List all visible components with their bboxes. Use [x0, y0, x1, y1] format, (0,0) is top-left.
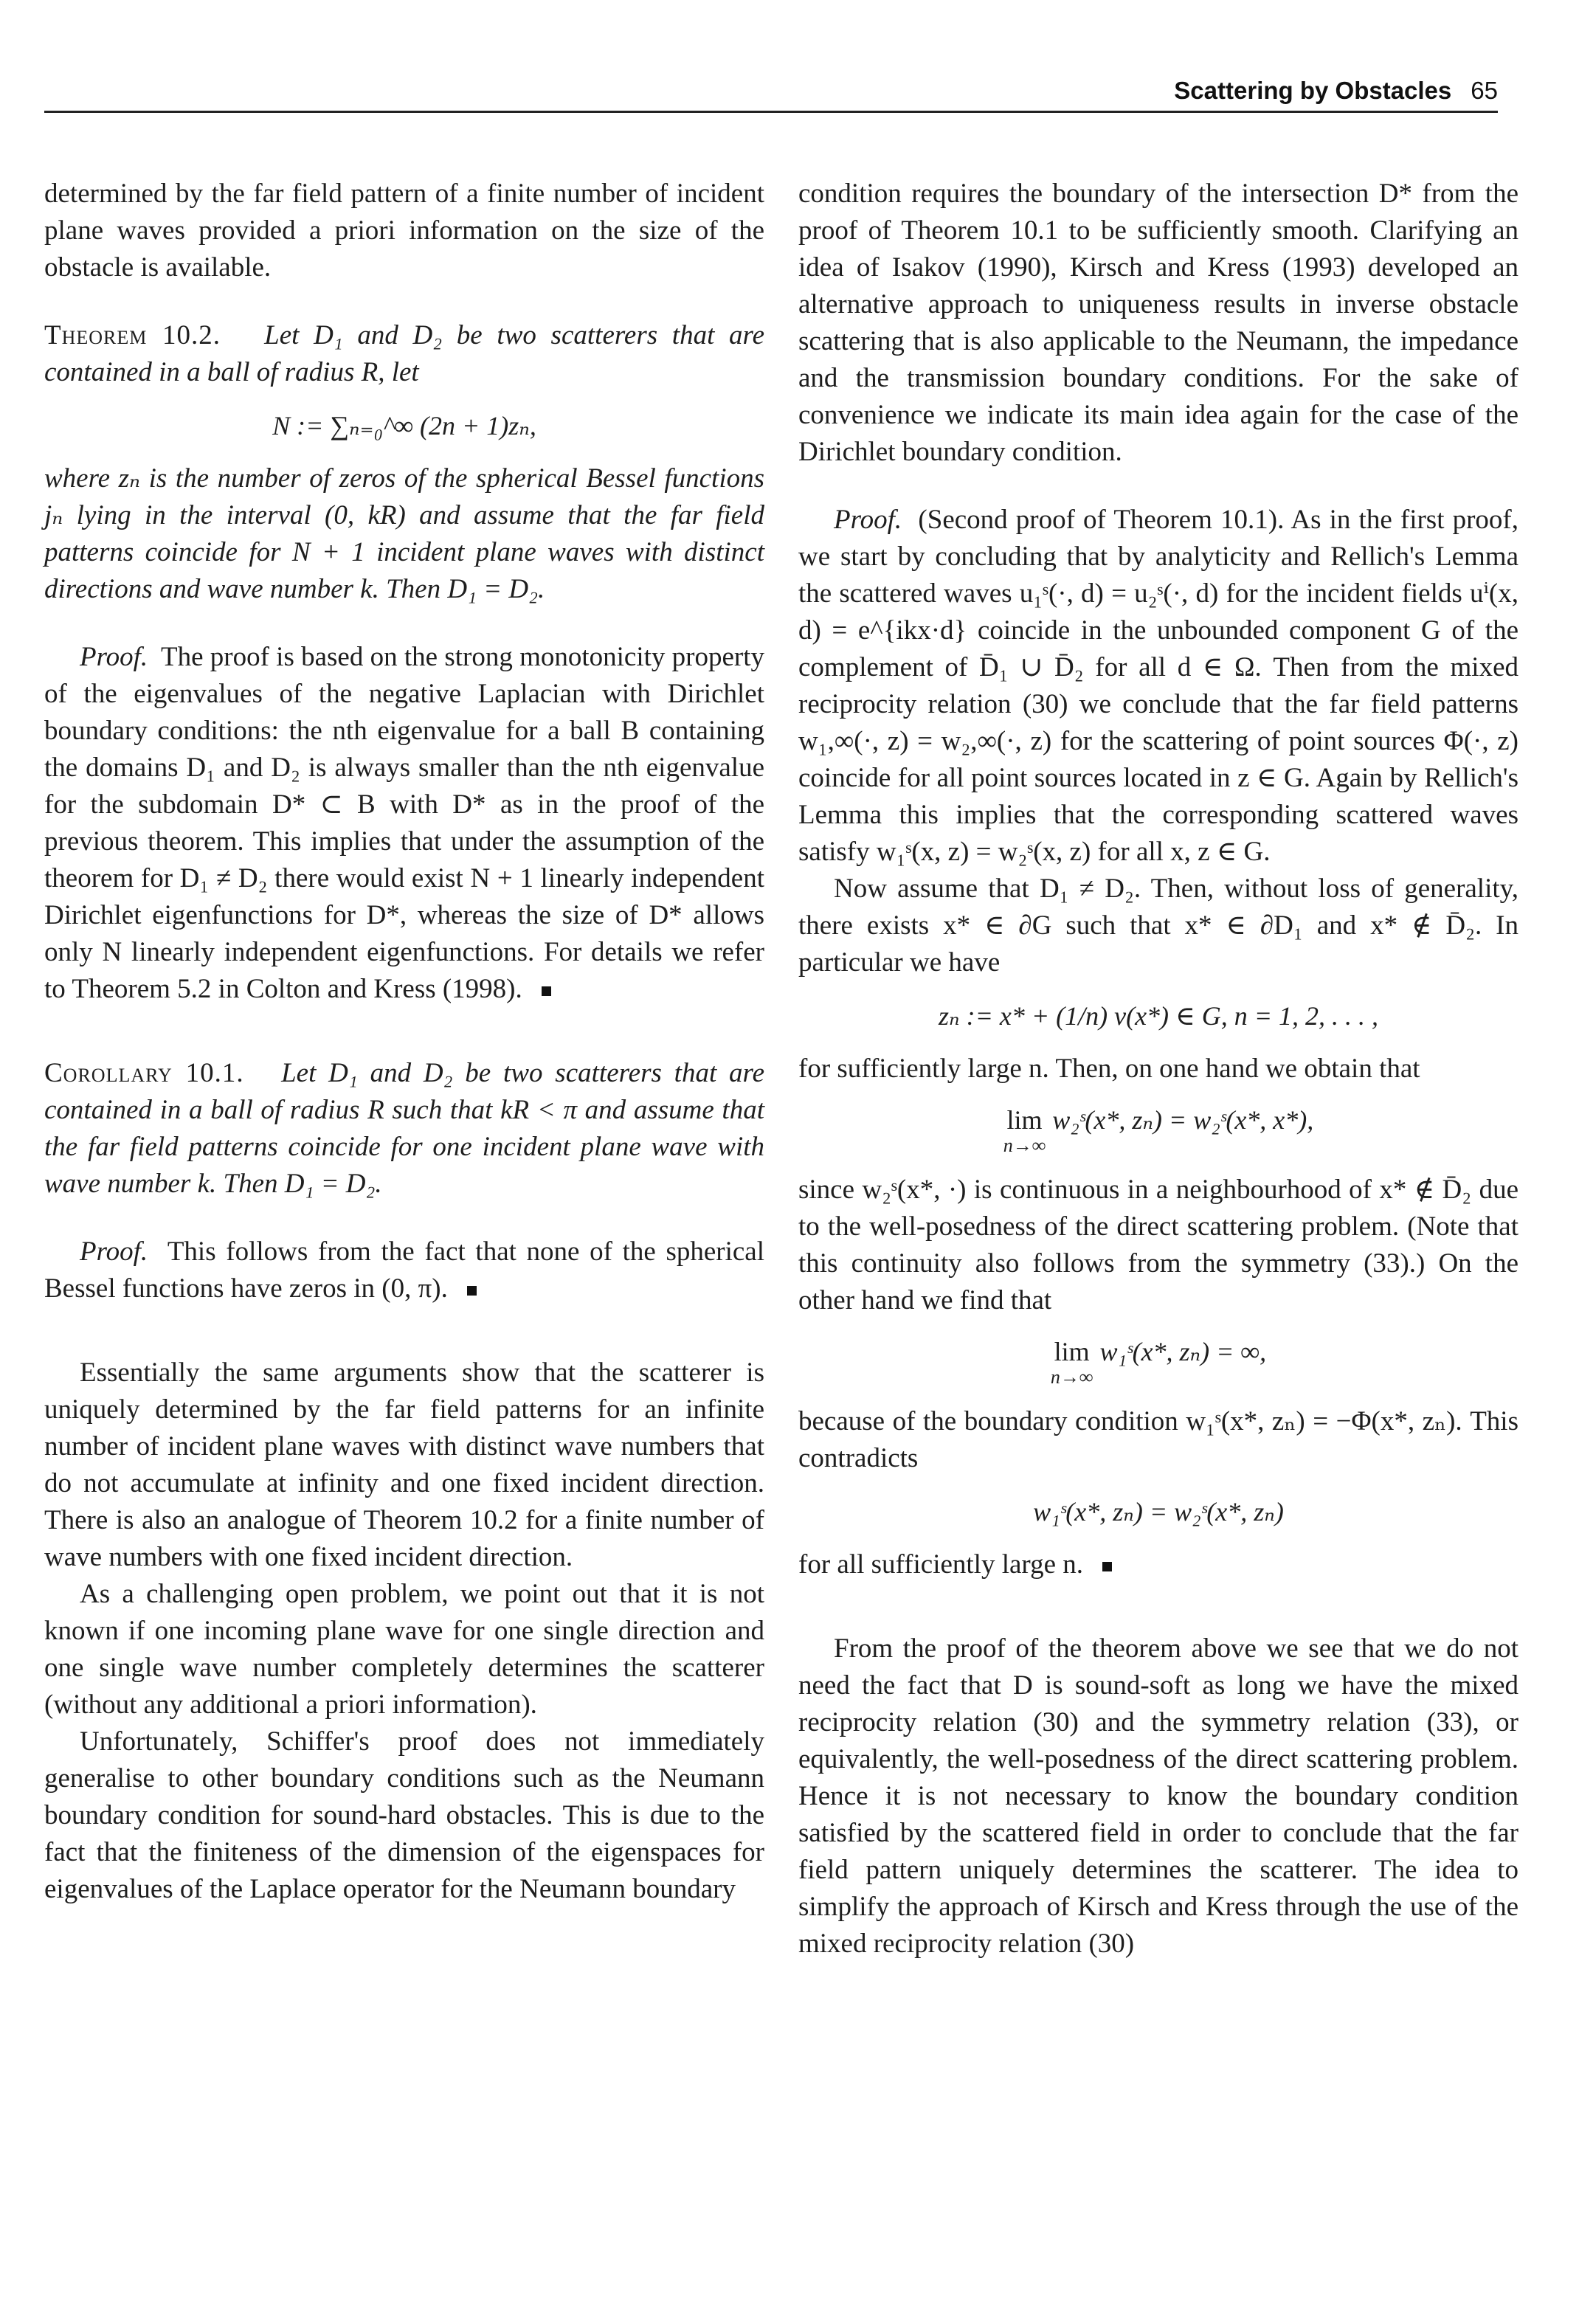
proof-text: This follows from the fact that none of the spherical Bessel functions have zeros in (0, π). [44, 1237, 764, 1304]
paragraph: condition requires the boundary of the intersection D* from the proof of Theorem 10.1 to be sufficiently smooth. Clarifying an idea of Isakov (1990), Kirsch and Kress (1993) developed an alternative approach to uniqueness results in inverse obstacle scattering that is also applicable to the Neumann, the impedance and the transmission boundary conditions. For the sake of convenience we indicate its main idea again for the case of the Dirichlet boundary condition. [798, 179, 1518, 467]
corollary-10-1 [44, 1055, 764, 1203]
page-number: 65 [1471, 77, 1498, 104]
lim-subscript: n→∞ [1050, 1366, 1093, 1388]
proof-corollary-10-1 [44, 1234, 764, 1307]
proof-text: for all sufficiently large n. [798, 1549, 1083, 1580]
theorem-continuation: where zₙ is the number of zeros of the spherical Bessel functions jₙ lying in the interval (0, kR) and assume that the far field patterns coincide for N + 1 incident plane waves with distinct directions and wave number k. Then D₁ = D₂. [44, 463, 764, 604]
paragraph: Unfortunately, Schiffer's proof does not immediately generalise to other boundary conditions such as the Neumann boundary condition for sound-hard obstacles. This is due to the fact that the finiteness of the dimension of the eigenspaces for eigenvalues of the Laplace operator for the Neumann boundary [44, 1726, 764, 1904]
corollary-label: Corollary 10.1. [44, 1058, 244, 1088]
proof-paragraph: for sufficiently large n. Then, on one hand we obtain that [798, 1054, 1420, 1084]
second-proof-theorem-10-1 [798, 502, 1518, 871]
equation-limit-w2 [798, 1104, 1518, 1155]
proof-text: The proof is based on the strong monotonicity property of the eigenvalues of the negative Laplacian with Dirichlet boundary conditions: the nth eigenvalue for a ball B containing the domains D₁ and D₂ is always smaller than the nth eigenvalue for the subdomain D* ⊂ B with D* as in the proof of the previous theorem. This implies that under the assumption of the theorem for D₁ ≠ D₂ there would exist N + 1 linearly independent Dirichlet eigenfunctions for D*, whereas the size of D* allows only N linearly independent eigenfunctions. For details we refer to Theorem 5.2 in Colton and Kress (1998). [44, 642, 764, 1004]
running-title: Scattering by Obstacles [1174, 77, 1452, 104]
theorem-10-2 [44, 317, 764, 391]
theorem-text: Let D₁ and D₂ be two scatterers that are contained in a ball of radius R, let [44, 320, 764, 387]
left-column [44, 176, 764, 1908]
proof-label: Proof. [80, 642, 148, 672]
qed-icon [1102, 1562, 1112, 1571]
corollary-text: Let D₁ and D₂ be two scatterers that are contained in a ball of radius R such that kR < π and assume that the far field patterns coincide for one incident plane wave with wave number k. Then D₁ = D₂. [44, 1058, 765, 1199]
proof-paragraph [798, 1546, 1518, 1583]
proof-theorem-10-2 [44, 639, 764, 1008]
right-column [798, 176, 1518, 1962]
proof-text: (Second proof of Theorem 10.1). As in the first proof, we start by concluding that by analyticity and Rellich's Lemma the scattered waves u₁ˢ(·, d) = u₂ˢ(·, d) for the incident fields uⁱ(x, d) = e^{ikx·d} coincide in the unbounded component G of the complement of D̄₁ ∪ D̄₂ for all d ∈ Ω. Then from the mixed reciprocity relation (30) we conclude that the far field patterns w₁,∞(·, z) = w₂,∞(·, z) for the scattering of point sources Φ(·, z) coincide for all point sources located in z ∈ G. Again by Rellich's Lemma this implies that the corresponding scattered waves satisfy w₁ˢ(x, z) = w₂ˢ(x, z) for all x, z ∈ G. [798, 505, 1518, 867]
header-text [1174, 77, 1498, 105]
lim-operator: lim [1006, 1105, 1043, 1135]
proof-paragraph: because of the boundary condition w₁ˢ(x*, zₙ) = −Φ(x*, zₙ). This contradicts [798, 1406, 1518, 1473]
qed-icon [467, 1286, 477, 1296]
equation-limit-w1 [798, 1335, 1518, 1387]
proof-paragraph: Now assume that D₁ ≠ D₂. Then, without loss of generality, there exists x* ∈ ∂G such that x* ∈ ∂D₁ and x* ∉ D̄₂. In particular we have [798, 874, 1518, 978]
equation-contradiction: w₁ˢ(x*, zₙ) = w₂ˢ(x*, zₙ) [1033, 1497, 1284, 1526]
paragraph: Essentially the same arguments show that the scatterer is uniquely determined by the far field patterns for an infinite number of incident plane waves with distinct wave numbers that do not accumulate at infinity and one fixed incident direction. There is also an analogue of Theorem 10.2 for a finite number of wave numbers with one fixed incident direction. [44, 1358, 764, 1572]
equation-rhs: w₁ˢ(x*, zₙ) = ∞, [1099, 1337, 1267, 1366]
paragraph: determined by the far field pattern of a finite number of incident plane waves provided a priori information on the size of the obstacle is available. [44, 179, 764, 283]
equation-rhs: w₂ˢ(x*, zₙ) = w₂ˢ(x*, x*), [1052, 1105, 1314, 1135]
qed-icon [542, 986, 551, 996]
equation-N: N := ∑ₙ₌₀^∞ (2n + 1)zₙ, [272, 411, 536, 440]
lim-operator: lim [1054, 1337, 1090, 1366]
proof-label: Proof. [834, 505, 902, 535]
theorem-label: Theorem 10.2. [44, 320, 221, 350]
proof-paragraph: since w₂ˢ(x*, ·) is continuous in a neighbourhood of x* ∉ D̄₂ due to the well-posedness of the direct scattering problem. (Note that this continuity also follows from the symmetry (33).) On the other hand we find that [798, 1175, 1518, 1315]
lim-subscript: n→∞ [1003, 1135, 1046, 1156]
paragraph: As a challenging open problem, we point out that it is not known if one incoming plane wave for one single direction and one single wave number completely determines the scatterer (without any additional a priori information). [44, 1579, 764, 1720]
running-header [44, 74, 1498, 113]
equation-zn: zₙ := x* + (1/n) ν(x*) ∈ G, n = 1, 2, . . . , [938, 1001, 1378, 1031]
paragraph: From the proof of the theorem above we see that we do not need the fact that D is sound-soft as long we have the mixed reciprocity relation (30) and the symmetry relation (33), or equivalently, the well-posedness of the direct scattering problem. Hence it is not necessary to know the boundary condition satisfied by the scattered field in order to conclude that the far field pattern uniquely determines the scatterer. The idea to simplify the approach of Kirsch and Kress through the use of the mixed reciprocity relation (30) [798, 1633, 1518, 1959]
proof-label: Proof. [80, 1237, 148, 1267]
